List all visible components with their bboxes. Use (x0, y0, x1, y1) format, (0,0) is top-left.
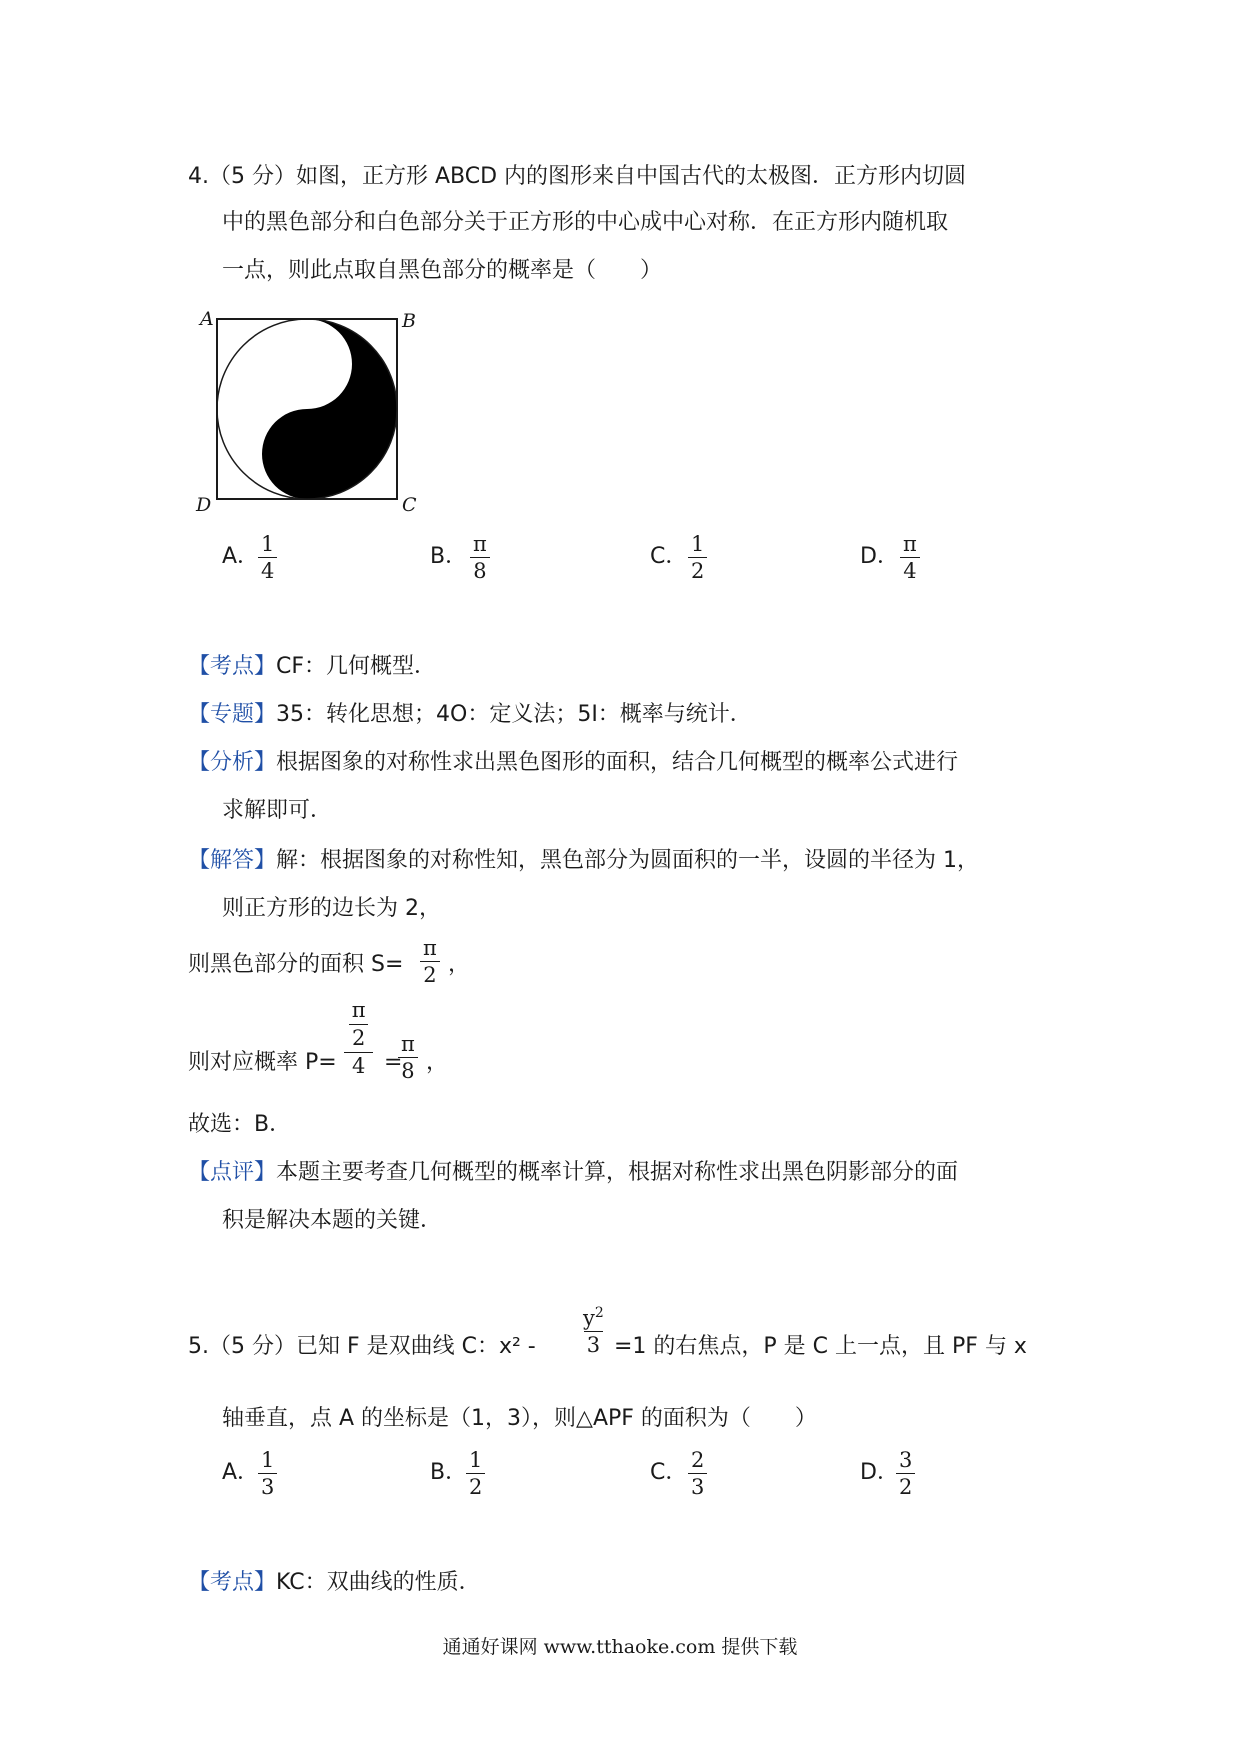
q4-option-b-letter: B． (430, 544, 468, 569)
fraction-denominator: 3 (584, 1331, 603, 1356)
prob-value (398, 1034, 418, 1082)
figure-label-a: A (200, 308, 214, 330)
page-footer: 通通好课网 www.tthaoke.com 提供下载 (442, 1636, 798, 1658)
q4-dianping-line2: 积是解决本题的关键． (222, 1208, 443, 1233)
fraction-numerator: π (473, 532, 487, 556)
q4-answer: 故选：B． (188, 1112, 292, 1137)
q5-stem-part1: 5.（5 分）已知 F 是双曲线 C：x² - (188, 1334, 536, 1359)
fraction-numerator: 1 (261, 1448, 275, 1472)
prob-compound-fraction (344, 1000, 373, 1077)
fraction-numerator (580, 1306, 607, 1331)
kaodian-text: KC：双曲线的性质． (276, 1570, 481, 1595)
q4-option-c-letter: C． (650, 544, 688, 569)
q4-option-d-letter: D． (860, 544, 899, 569)
q4-stem-line3: 一点，则此点取自黑色部分的概率是（ ） (222, 258, 663, 283)
numerator-exponent: 2 (594, 1305, 604, 1321)
fraction-denominator: 4 (900, 557, 919, 582)
fraction-denominator: 4 (258, 557, 277, 582)
kaodian-tag: 【考点】 (188, 654, 277, 679)
q5-option-d-letter: D． (860, 1460, 899, 1485)
zhuanti-text: 35：转化思想；4O：定义法；5I：概率与统计． (276, 702, 752, 727)
prob-equals: = (384, 1050, 403, 1075)
q4-stem-line2: 中的黑色部分和白色部分关于正方形的中心成中心对称．在正方形内随机取 (222, 210, 949, 235)
fraction-denominator: 3 (258, 1473, 277, 1498)
prob-suffix: ， (426, 1050, 449, 1075)
q5-stem-line2: 轴垂直，点 A 的坐标是（1，3），则△APF 的面积为（ ） (222, 1406, 817, 1431)
prob-prefix: 则对应概率 P= (188, 1050, 337, 1075)
fraction-numerator: π (903, 532, 917, 556)
fraction-numerator: π (401, 1032, 415, 1056)
area-suffix: ， (448, 952, 471, 977)
dianping-text: 本题主要考查几何概型的概率计算，根据对称性求出黑色阴影部分的面 (276, 1160, 959, 1185)
numerator-variable: y (583, 1306, 595, 1330)
q5-option-b-value (466, 1450, 485, 1498)
dianping-tag: 【点评】 (188, 1160, 277, 1185)
fraction-denominator: 2 (688, 557, 707, 582)
fraction-numerator: 1 (469, 1448, 483, 1472)
fraction-numerator: 1 (261, 532, 275, 556)
q4-zhuanti (188, 704, 752, 726)
q5-option-a-value (258, 1450, 277, 1498)
q4-option-a-value (258, 534, 277, 582)
q4-option-a-letter: A． (222, 544, 260, 569)
zhuanti-tag: 【专题】 (188, 702, 277, 727)
fraction-denominator: 3 (688, 1473, 707, 1498)
figure-label-c: C (402, 494, 417, 516)
q4-jieda-line1 (188, 850, 979, 872)
fraction-numerator: π (351, 998, 366, 1022)
fraction-numerator: π (423, 936, 437, 960)
jieda-tag: 【解答】 (188, 848, 277, 873)
kaodian-tag: 【考点】 (188, 1570, 277, 1595)
fenxi-text: 根据图象的对称性求出黑色图形的面积，结合几何概型的概率公式进行 (276, 750, 959, 775)
q5-option-d-value (896, 1450, 915, 1498)
fraction-numerator: 3 (899, 1448, 913, 1472)
area-prefix: 则黑色部分的面积 S= (188, 952, 404, 977)
fraction-denominator: 2 (896, 1473, 915, 1498)
fraction-denominator: 2 (420, 961, 439, 986)
fraction-numerator: 2 (691, 1448, 705, 1472)
prob-inner-fraction (346, 1000, 372, 1052)
q4-option-d-value (900, 534, 920, 582)
fenxi-tag: 【分析】 (188, 750, 277, 775)
fraction-denominator: 2 (466, 1473, 485, 1498)
fraction-denominator: 8 (398, 1057, 417, 1082)
q4-fenxi-line2: 求解即可． (222, 798, 333, 823)
q4-fenxi-line1 (188, 752, 958, 774)
q5-option-c-value (688, 1450, 707, 1498)
q4-stem-line1: 4.（5 分）如图，正方形 ABCD 内的图形来自中国古代的太极图．正方形内切圆 (188, 164, 967, 189)
q5-option-c-letter: C． (650, 1460, 688, 1485)
q5-option-a-letter: A． (222, 1460, 260, 1485)
figure-label-b: B (402, 310, 416, 332)
figure-label-d: D (196, 494, 212, 516)
q5-stem-part2: =1 的右焦点，P 是 C 上一点，且 PF 与 x (614, 1334, 1027, 1359)
q5-stem-fraction (580, 1306, 607, 1356)
q5-option-b-letter: B． (430, 1460, 468, 1485)
area-value (420, 938, 440, 986)
fraction-denominator: 2 (349, 1024, 368, 1049)
taiji-figure (216, 318, 398, 500)
q4-kaodian (188, 656, 436, 678)
jieda-text: 解：根据图象的对称性知，黑色部分为圆面积的一半，设圆的半径为 1， (276, 848, 980, 873)
q4-dianping-line1 (188, 1162, 958, 1184)
fraction-denominator: 4 (344, 1052, 373, 1077)
q5-kaodian (188, 1572, 481, 1594)
q4-option-c-value (688, 534, 707, 582)
kaodian-text: CF：几何概型． (276, 654, 437, 679)
q4-jieda-line2: 则正方形的边长为 2， (222, 896, 441, 921)
fraction-denominator: 8 (470, 557, 489, 582)
q4-option-b-value (470, 534, 490, 582)
fraction-numerator: 1 (691, 532, 705, 556)
